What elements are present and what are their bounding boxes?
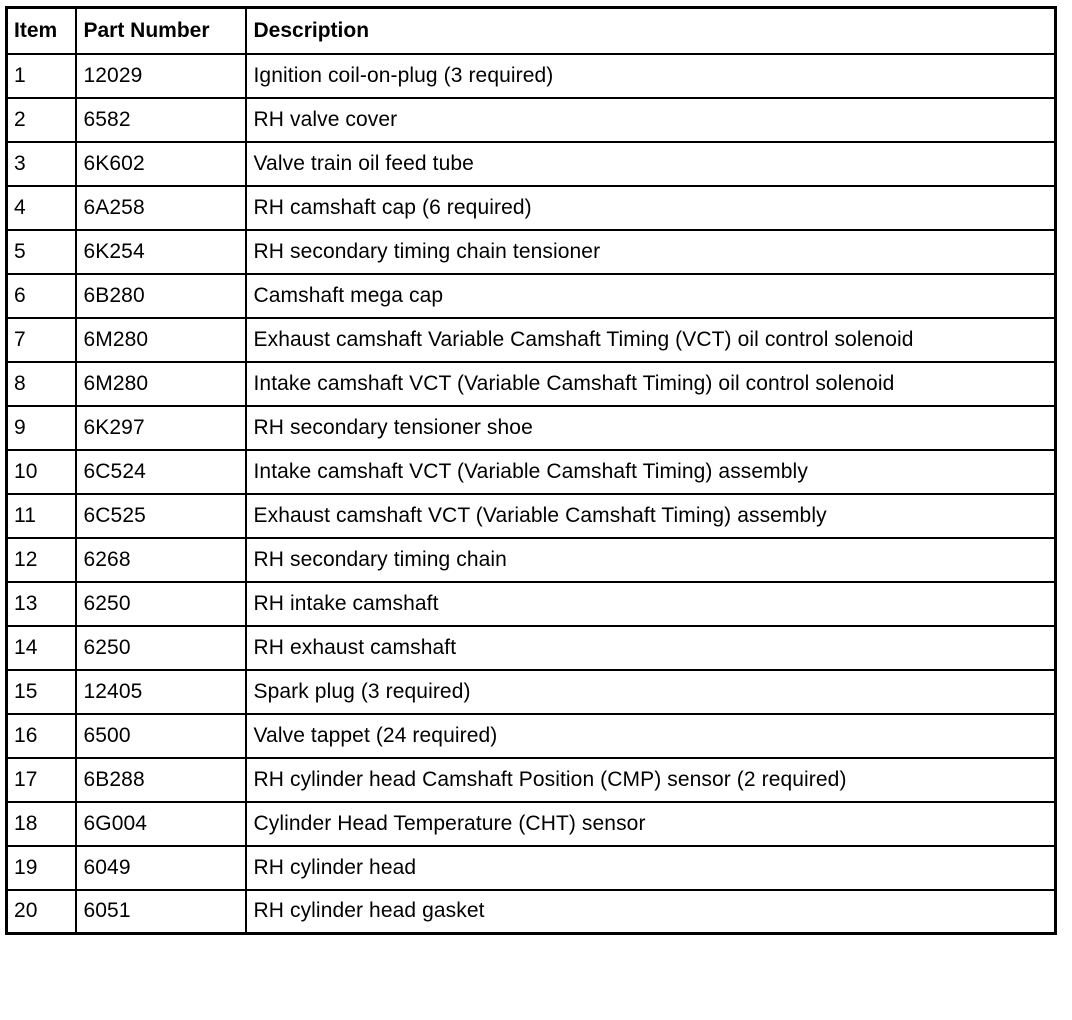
table-row: [7, 450, 1056, 494]
table-row: [7, 890, 1056, 934]
cell-part-number: 6C525: [76, 494, 246, 538]
table-row: [7, 714, 1056, 758]
cell-item: 10: [7, 450, 76, 494]
header-part-number: Part Number: [76, 8, 246, 54]
cell-description: Ignition coil-on-plug (3 required): [246, 54, 1056, 98]
cell-item: 20: [7, 890, 76, 934]
cell-item: 11: [7, 494, 76, 538]
table-row: [7, 758, 1056, 802]
cell-part-number: 6500: [76, 714, 246, 758]
table-row: [7, 54, 1056, 98]
cell-part-number: 6051: [76, 890, 246, 934]
parts-table: [5, 6, 1057, 935]
cell-item: 17: [7, 758, 76, 802]
cell-part-number: 6K602: [76, 142, 246, 186]
cell-description: Intake camshaft VCT (Variable Camshaft Timing) assembly: [246, 450, 1056, 494]
table-row: [7, 846, 1056, 890]
table-body: [7, 54, 1056, 934]
cell-item: 18: [7, 802, 76, 846]
cell-part-number: 6250: [76, 582, 246, 626]
cell-part-number: 12029: [76, 54, 246, 98]
cell-description: RH cylinder head Camshaft Position (CMP) sensor (2 required): [246, 758, 1056, 802]
table-row: [7, 274, 1056, 318]
header-row: [7, 8, 1056, 54]
cell-item: 9: [7, 406, 76, 450]
cell-description: Valve train oil feed tube: [246, 142, 1056, 186]
cell-part-number: 6049: [76, 846, 246, 890]
cell-part-number: 6B280: [76, 274, 246, 318]
table-row: [7, 538, 1056, 582]
cell-part-number: 6K254: [76, 230, 246, 274]
cell-part-number: 6K297: [76, 406, 246, 450]
cell-part-number: 6M280: [76, 362, 246, 406]
table-row: [7, 362, 1056, 406]
cell-item: 1: [7, 54, 76, 98]
cell-item: 2: [7, 98, 76, 142]
cell-description: RH valve cover: [246, 98, 1056, 142]
cell-description: Intake camshaft VCT (Variable Camshaft Timing) oil control solenoid: [246, 362, 1056, 406]
cell-description: RH secondary tensioner shoe: [246, 406, 1056, 450]
cell-description: RH secondary timing chain tensioner: [246, 230, 1056, 274]
cell-item: 16: [7, 714, 76, 758]
cell-description: RH cylinder head: [246, 846, 1056, 890]
cell-part-number: 6C524: [76, 450, 246, 494]
cell-part-number: 6268: [76, 538, 246, 582]
cell-item: 7: [7, 318, 76, 362]
table-row: [7, 670, 1056, 714]
table-row: [7, 186, 1056, 230]
table-row: [7, 494, 1056, 538]
cell-description: RH exhaust camshaft: [246, 626, 1056, 670]
table-row: [7, 98, 1056, 142]
cell-description: RH intake camshaft: [246, 582, 1056, 626]
cell-part-number: 6M280: [76, 318, 246, 362]
cell-item: 13: [7, 582, 76, 626]
table-row: [7, 142, 1056, 186]
cell-part-number: 6A258: [76, 186, 246, 230]
cell-description: Spark plug (3 required): [246, 670, 1056, 714]
cell-description: Camshaft mega cap: [246, 274, 1056, 318]
table-row: [7, 582, 1056, 626]
cell-item: 3: [7, 142, 76, 186]
cell-description: RH camshaft cap (6 required): [246, 186, 1056, 230]
cell-description: Cylinder Head Temperature (CHT) sensor: [246, 802, 1056, 846]
cell-description: Exhaust camshaft VCT (Variable Camshaft Timing) assembly: [246, 494, 1056, 538]
table-header: [7, 8, 1056, 54]
cell-item: 19: [7, 846, 76, 890]
cell-item: 4: [7, 186, 76, 230]
header-description: Description: [246, 8, 1056, 54]
cell-item: 6: [7, 274, 76, 318]
header-item: Item: [7, 8, 76, 54]
cell-description: RH cylinder head gasket: [246, 890, 1056, 934]
cell-part-number: 6G004: [76, 802, 246, 846]
cell-description: RH secondary timing chain: [246, 538, 1056, 582]
cell-part-number: 6B288: [76, 758, 246, 802]
table-row: [7, 406, 1056, 450]
table-row: [7, 626, 1056, 670]
cell-part-number: 12405: [76, 670, 246, 714]
table-row: [7, 318, 1056, 362]
cell-item: 14: [7, 626, 76, 670]
cell-item: 8: [7, 362, 76, 406]
table-row: [7, 230, 1056, 274]
cell-item: 5: [7, 230, 76, 274]
cell-description: Valve tappet (24 required): [246, 714, 1056, 758]
cell-part-number: 6250: [76, 626, 246, 670]
cell-description: Exhaust camshaft Variable Camshaft Timing (VCT) oil control solenoid: [246, 318, 1056, 362]
cell-item: 12: [7, 538, 76, 582]
table-row: [7, 802, 1056, 846]
cell-item: 15: [7, 670, 76, 714]
cell-part-number: 6582: [76, 98, 246, 142]
